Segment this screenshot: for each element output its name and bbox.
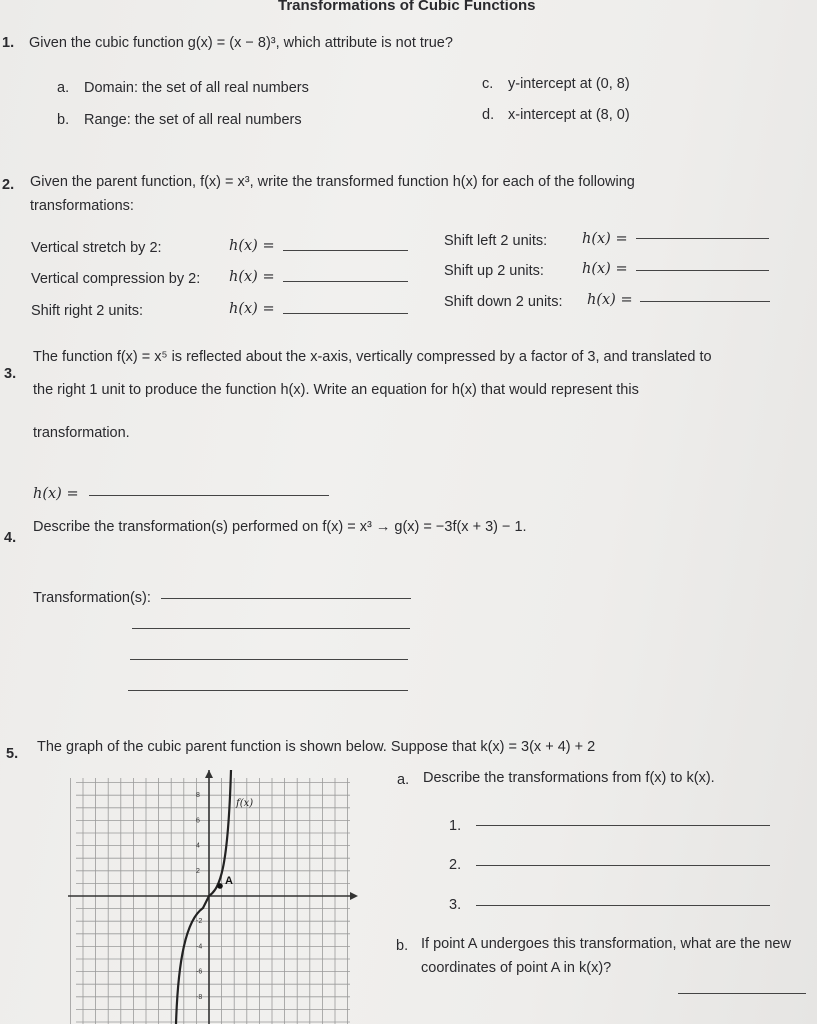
q5-prompt: The graph of the cubic parent function is shown below. Suppose that k(x) = 3(x + 4) + 2 (37, 739, 596, 755)
q2-right-expr-2: h(x) = (587, 292, 633, 308)
q2-left-label-2: Shift right 2 units: (31, 303, 144, 319)
q2-number: 2. (2, 177, 15, 193)
q2-left-blank-0[interactable] (283, 250, 408, 251)
q4-answer-label: Transformation(s): (33, 590, 151, 606)
q5-a-prompt: Describe the transformations from f(x) to k(x). (423, 770, 715, 786)
q3-line1: The function f(x) = x⁵ is reflected about the x-axis, vertically compressed by a factor of 3, and translated to (33, 349, 712, 365)
y-tick-label: -6 (196, 968, 203, 976)
q1-b-option: Range: the set of all real numbers (84, 112, 302, 128)
q2-left-label-0: Vertical stretch by 2: (31, 240, 162, 256)
q2-left-blank-1[interactable] (283, 281, 408, 282)
q4-answer-blank-1[interactable] (161, 598, 411, 599)
q1-b-letter: b. (57, 112, 70, 128)
q4-answer-blank-3[interactable] (130, 659, 408, 660)
point-a-marker (217, 883, 223, 889)
q2-left-blank-2[interactable] (283, 313, 408, 314)
q5-item-1-blank[interactable] (476, 825, 770, 826)
q2-right-blank-1[interactable] (636, 270, 769, 271)
q4-prompt: Describe the transformation(s) performed on f(x) = x³ → g(x) = −3f(x + 3) − 1. (33, 519, 527, 535)
q2-left-label-1: Vertical compression by 2: (31, 271, 201, 287)
q4-answer-blank-4[interactable] (128, 690, 408, 691)
q1-prompt: Given the cubic function g(x) = (x − 8)³, which attribute is not true? (29, 35, 453, 51)
graph-grid (70, 778, 350, 1024)
q5-item-2-blank[interactable] (476, 865, 770, 866)
q5-b-answer-blank[interactable] (678, 993, 806, 994)
q3-line3: transformation. (33, 425, 130, 441)
q1-a-option: Domain: the set of all real numbers (84, 80, 309, 96)
curve-label: f(x) (236, 798, 254, 809)
q2-right-expr-0: h(x) = (582, 231, 628, 247)
q5-item-1: 1. (449, 818, 462, 834)
y-tick-label: -8 (196, 993, 203, 1001)
q1-c-option: y-intercept at (0, 8) (508, 76, 630, 92)
q5-b-line2: coordinates of point A in k(x)? (421, 960, 612, 976)
q5-a-letter: a. (397, 772, 410, 788)
q2-left-expr-2: h(x) = (229, 301, 275, 317)
y-tick-label: 6 (196, 817, 200, 825)
q3-answer-label: h(x) = (33, 486, 79, 502)
q2-right-label-2: Shift down 2 units: (444, 294, 563, 310)
q2-right-label-0: Shift left 2 units: (444, 233, 548, 249)
q2-prompt-line2: transformations: (30, 198, 134, 214)
q4-number: 4. (4, 530, 17, 546)
q1-c-letter: c. (482, 76, 494, 92)
q5-b-line1: If point A undergoes this transformation, what are the new (421, 936, 791, 952)
q1-d-letter: d. (482, 107, 495, 123)
q2-left-expr-1: h(x) = (229, 269, 275, 285)
q5-item-2: 2. (449, 857, 462, 873)
q3-number: 3. (4, 366, 17, 382)
y-tick-label: -2 (196, 918, 203, 926)
q2-right-blank-2[interactable] (640, 301, 770, 302)
q5-item-3: 3. (449, 897, 462, 913)
y-tick-label: -4 (196, 943, 203, 951)
cubic-graph (68, 770, 358, 1024)
q5-b-letter: b. (396, 938, 409, 954)
q1-a-letter: a. (57, 80, 70, 96)
q5-item-3-blank[interactable] (476, 905, 770, 906)
q2-right-expr-1: h(x) = (582, 261, 628, 277)
q1-number: 1. (2, 35, 15, 51)
point-a-label: A (225, 875, 233, 887)
y-axis-arrow (205, 770, 213, 778)
y-tick-label: 8 (196, 792, 200, 800)
worksheet-title: Transformations of Cubic Functions (278, 0, 536, 14)
q3-line2: the right 1 unit to produce the function h(x). Write an equation for h(x) that would represent this (33, 382, 639, 398)
q2-right-blank-0[interactable] (636, 238, 769, 239)
q1-d-option: x-intercept at (8, 0) (508, 107, 630, 123)
q2-prompt-line1: Given the parent function, f(x) = x³, write the transformed function h(x) for each of the following (30, 174, 635, 190)
x-axis-arrow (350, 892, 358, 900)
q3-answer-blank[interactable] (89, 495, 329, 496)
q5-number: 5. (6, 746, 19, 762)
q4-answer-blank-2[interactable] (132, 628, 410, 629)
y-tick-label: 4 (196, 842, 200, 850)
q2-left-expr-0: h(x) = (229, 238, 275, 254)
q2-right-label-1: Shift up 2 units: (444, 263, 544, 279)
y-tick-label: 2 (196, 867, 200, 875)
